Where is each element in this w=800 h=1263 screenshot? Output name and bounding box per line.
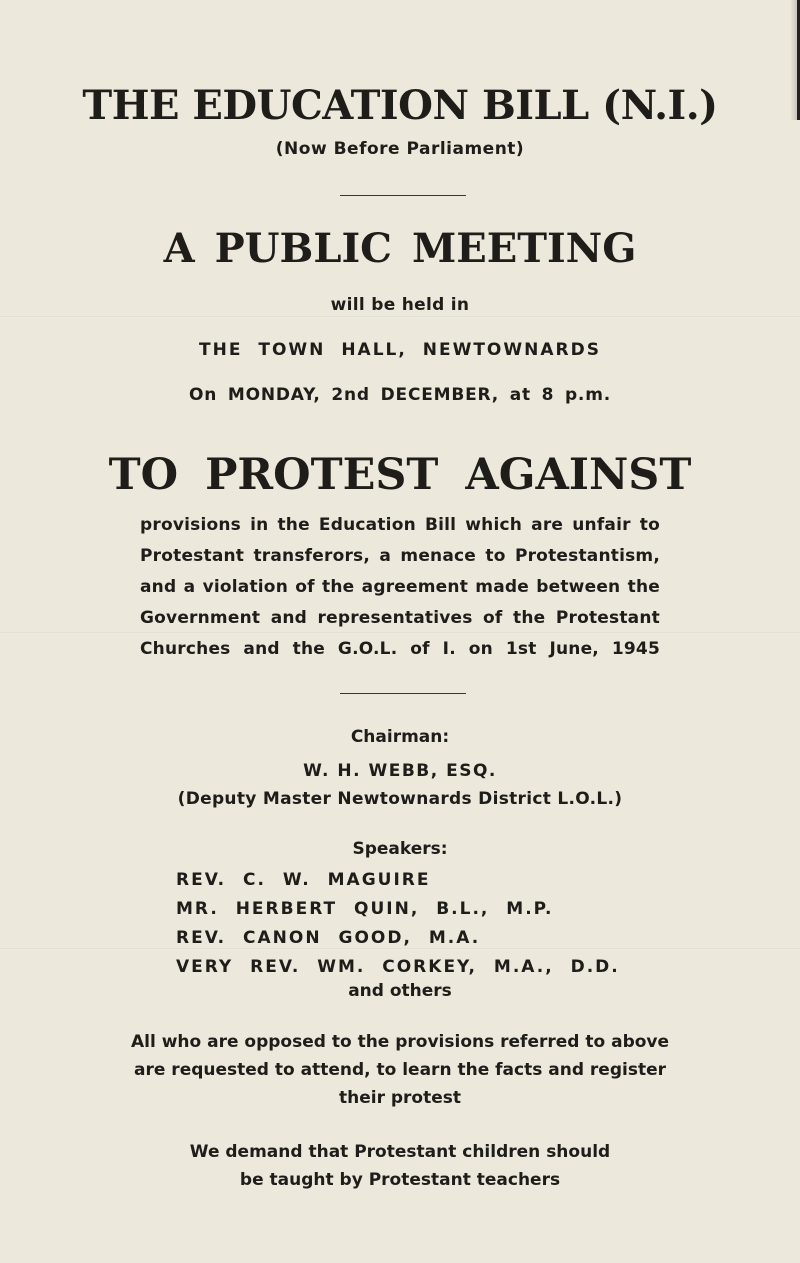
speakers-list	[176, 866, 636, 982]
attend-line: are requested to attend, to learn the facts and register	[134, 1060, 666, 1080]
attend-line: All who are opposed to the provisions referred to above	[130, 1032, 670, 1052]
provisions-line: Churches and the G.O.L. of I. on 1st June, 1945	[140, 639, 660, 659]
speaker-item: REV. C. W. MAGUIRE	[176, 870, 431, 890]
attend-line: their protest	[338, 1088, 462, 1108]
protest-heading: TO PROTEST AGAINST	[108, 450, 692, 500]
paper-fold	[0, 316, 800, 318]
provisions-line: Government and representatives of the Protestant	[140, 608, 660, 628]
demand-statement	[0, 1138, 800, 1194]
divider	[340, 195, 466, 196]
speaker-item: REV. CANON GOOD, M.A.	[176, 928, 481, 948]
speaker-item: MR. HERBERT QUIN, B.L., M.P.	[176, 899, 554, 919]
attend-request	[0, 1028, 800, 1112]
speakers-label: Speakers:	[352, 839, 448, 859]
provisions-text	[140, 510, 660, 665]
held-line: will be held in	[330, 295, 470, 315]
divider	[340, 693, 466, 694]
demand-line: We demand that Protestant children should	[189, 1142, 611, 1162]
chairman-label: Chairman:	[350, 727, 450, 747]
speaker-item: VERY REV. WM. CORKEY, M.A., D.D.	[176, 957, 620, 977]
poster-title: THE EDUCATION BILL (N.I.)	[82, 82, 718, 129]
chairman-role: (Deputy Master Newtownards District L.O.L.)	[177, 789, 623, 809]
venue: THE TOWN HALL, NEWTOWNARDS	[199, 340, 601, 360]
provisions-line: and a violation of the agreement made between the	[140, 577, 660, 597]
and-others: and others	[348, 981, 452, 1001]
date-time: On MONDAY, 2nd DECEMBER, at 8 p.m.	[189, 385, 611, 405]
provisions-line: Protestant transferors, a menace to Protestantism,	[140, 546, 660, 566]
meeting-heading: A PUBLIC MEETING	[163, 225, 637, 272]
chairman-name: W. H. WEBB, ESQ.	[303, 761, 497, 781]
demand-line: be taught by Protestant teachers	[239, 1170, 561, 1190]
poster-subtitle: (Now Before Parliament)	[275, 139, 525, 159]
provisions-line: provisions in the Education Bill which are unfair to	[140, 515, 660, 535]
